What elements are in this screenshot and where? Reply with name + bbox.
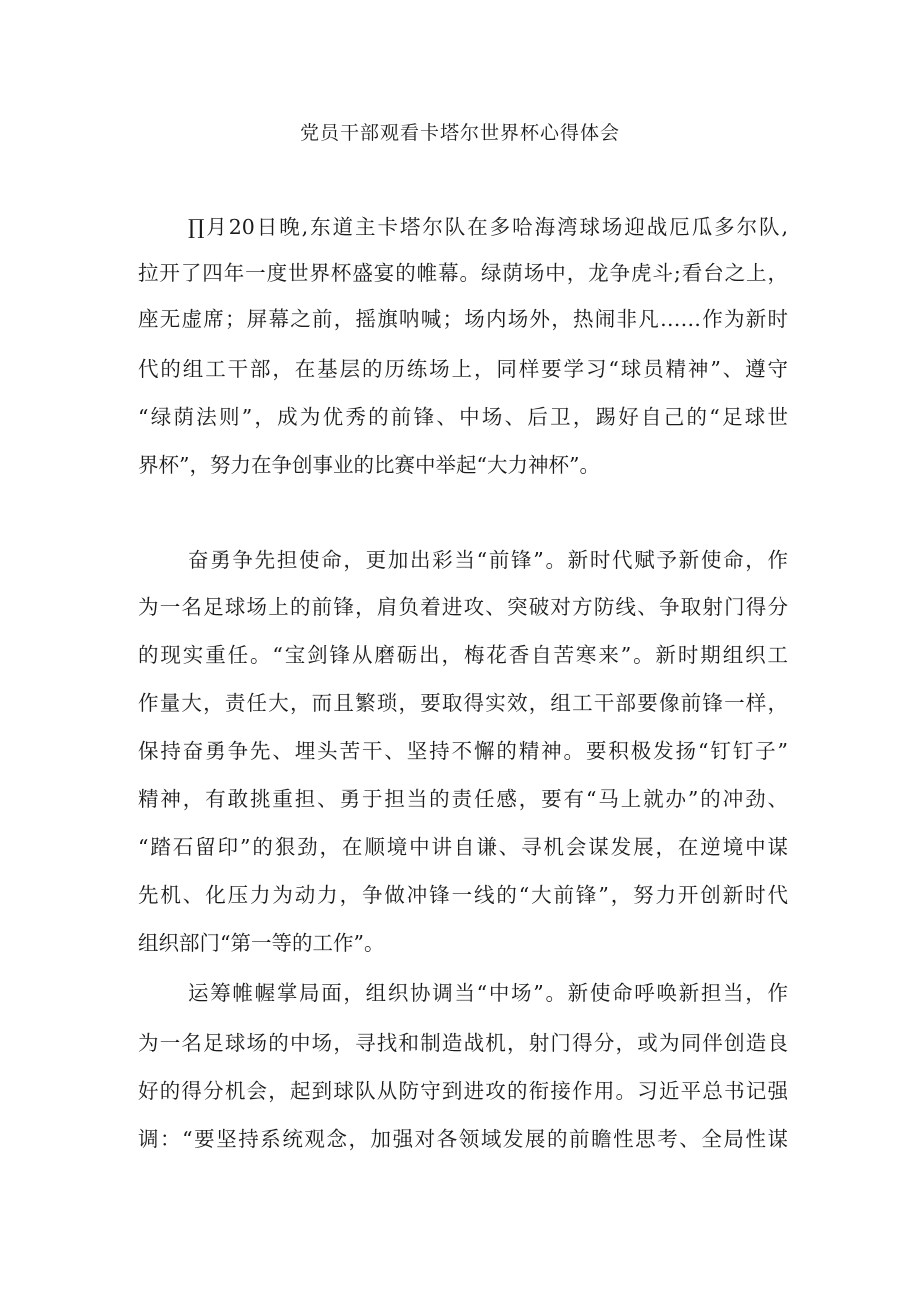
paragraph-line: “绿荫法则”，成为优秀的前锋、中场、后卫，踢好自己的“足球世: [138, 405, 788, 429]
paragraph-line: 先机、化压力为动力，争做冲锋一线的“大前锋”，努力开创新时代: [138, 883, 788, 907]
paragraph-line: 作量大，责任大，而且繁琐，要取得实效，组工干部要像前锋一样，: [138, 691, 788, 715]
paragraph-line: 的现实重任。“宝剑锋从磨砺出，梅花香自苦寒来”。新时期组织工: [138, 643, 788, 667]
paragraph-line: 奋勇争先担使命，更加出彩当“前锋”。新时代赋予新使命，作: [188, 548, 788, 572]
paragraph-line: 调：“要坚持系统观念，加强对各领域发展的前瞻性思考、全局性谋: [138, 1127, 788, 1151]
paragraph-line: 运筹帷幄掌局面，组织协调当“中场”。新使命呼唤新担当，作: [188, 981, 788, 1005]
paragraph-line: 界杯”，努力在争创事业的比赛中举起“大力神杯”。: [138, 453, 600, 477]
paragraph-line: 精神，有敢挑重担、勇于担当的责任感，要有“马上就办”的冲劲、: [138, 787, 788, 811]
document-title: 党员干部观看卡塔尔世界杯心得体会: [299, 122, 620, 144]
paragraph-line: 为一名足球场的中场，寻找和制造战机，射门得分，或为同伴创造良: [138, 1031, 788, 1055]
paragraph-line: 座无虚席；屏幕之前，摇旗呐喊；场内场外，热闹非凡……作为新时: [138, 307, 788, 331]
paragraph-line: ∏月20日晚,东道主卡塔尔队在多哈海湾球场迎战厄瓜多尔队,: [188, 215, 788, 239]
paragraph-line: 组织部门“第一等的工作”。: [138, 931, 385, 955]
paragraph-line: 为一名足球场上的前锋，肩负着进攻、突破对方防线、争取射门得分: [138, 595, 788, 619]
paragraph-line: 代的组工干部，在基层的历练场上，同样要学习“球员精神”、遵守: [138, 357, 788, 381]
paragraph-line: 好的得分机会，起到球队从防守到进攻的衔接作用。习近平总书记强: [138, 1079, 788, 1103]
paragraph-line: 保持奋勇争先、埋头苦干、坚持不懈的精神。要积极发扬“钉钉子”: [138, 739, 788, 763]
paragraph-line: “踏石留印”的狠劲，在顺境中讲自谦、寻机会谋发展，在逆境中谋: [138, 835, 788, 859]
paragraph-line: 拉开了四年一度世界杯盛宴的帷幕。绿荫场中，龙争虎斗;看台之上，: [138, 261, 788, 285]
